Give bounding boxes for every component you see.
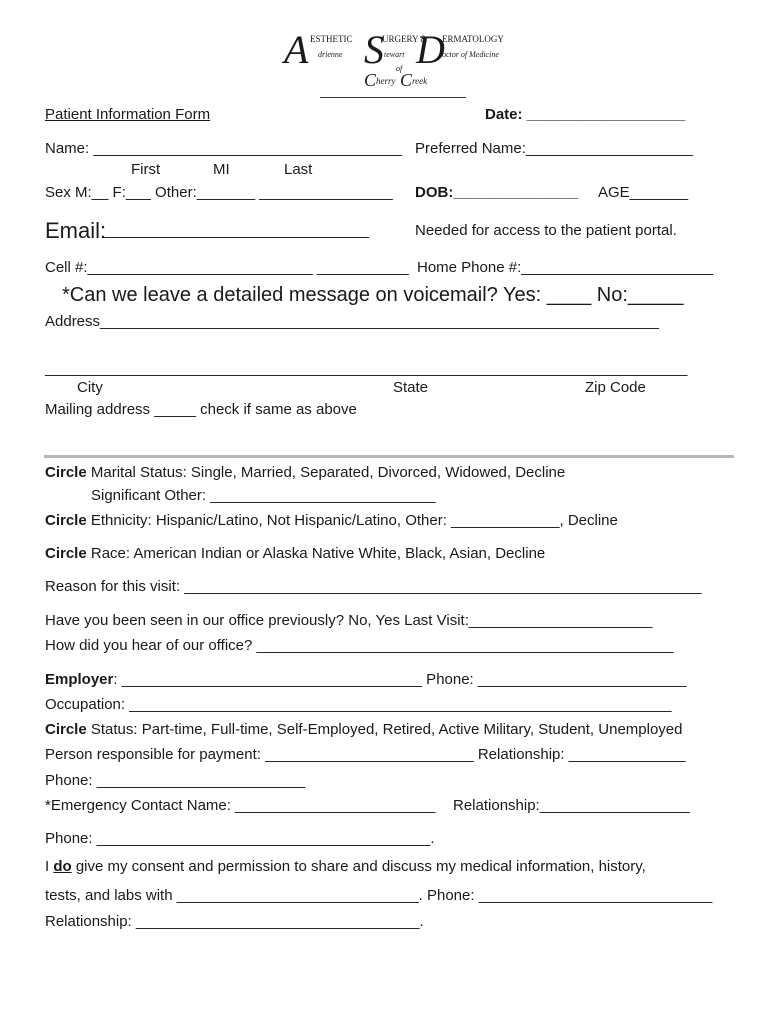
mailing-address-field[interactable]: Mailing address _____ check if same as above bbox=[45, 401, 357, 418]
emergency-relationship-field[interactable]: Relationship:__________________ bbox=[453, 797, 690, 814]
logo-initial-c2: C bbox=[400, 70, 413, 90]
employer-line: : ____________________________________ Phone: _________________________ bbox=[113, 671, 687, 688]
circle-label: Circle bbox=[45, 545, 87, 562]
last-label: Last bbox=[284, 161, 313, 178]
logo-underline bbox=[320, 97, 466, 98]
emergency-phone-field[interactable]: Phone: ________________________________________. bbox=[45, 830, 435, 847]
form-title: Patient Information Form bbox=[45, 106, 211, 123]
logo-initial-d: D bbox=[416, 27, 445, 72]
circle-label: Circle bbox=[45, 721, 87, 738]
seen-before-field[interactable]: Have you been seen in our office previously? No, Yes Last Visit:______________________ bbox=[45, 612, 653, 629]
first-label: First bbox=[131, 161, 161, 178]
logo-initial-c1: C bbox=[364, 70, 377, 90]
employer-label: Employer bbox=[45, 671, 114, 688]
address-field[interactable]: Address___________________________________________________________________ bbox=[45, 313, 659, 330]
logo-line2-b: tewart bbox=[384, 50, 405, 59]
section-divider bbox=[44, 455, 734, 458]
consent-post: give my consent and permission to share and discuss my medical information, history, bbox=[71, 858, 646, 875]
practice-logo bbox=[282, 26, 512, 96]
portal-note: Needed for access to the patient portal. bbox=[415, 222, 677, 239]
logo-of: of bbox=[396, 64, 403, 73]
email-field[interactable]: ________________________________ bbox=[102, 222, 369, 239]
marital-status-row[interactable] bbox=[45, 464, 565, 482]
voicemail-question[interactable]: *Can we leave a detailed message on voicemail? Yes: ____ No:_____ bbox=[62, 284, 684, 306]
state-label: State bbox=[393, 379, 429, 396]
logo-line1-c: ERMATOLOGY bbox=[442, 34, 504, 44]
consent-contact-field[interactable]: tests, and labs with _____________________________. Phone: ____________________________ bbox=[45, 887, 713, 904]
logo-line3-a: herry bbox=[376, 76, 396, 86]
logo-line1-a: ESTHETIC bbox=[310, 34, 353, 44]
preferred-name-field[interactable]: Preferred Name:____________________ bbox=[415, 140, 693, 157]
race-options: Race: American Indian or Alaska Native White, Black, Asian, Decline bbox=[86, 545, 546, 562]
emergency-contact-name-field[interactable]: *Emergency Contact Name: ________________________ bbox=[45, 797, 436, 814]
circle-label: Circle bbox=[45, 512, 87, 529]
logo-line3-b: reek bbox=[412, 76, 428, 86]
ethnicity-row[interactable] bbox=[45, 512, 618, 530]
cell-phone-field[interactable]: Cell #:___________________________ ___________ bbox=[45, 259, 409, 276]
significant-other-field[interactable]: Significant Other: ___________________________ bbox=[91, 487, 436, 504]
employer-field[interactable] bbox=[45, 671, 686, 689]
home-phone-field[interactable]: Home Phone #:_______________________ bbox=[417, 259, 714, 276]
responsible-phone-field[interactable]: Phone: _________________________ bbox=[45, 772, 306, 789]
logo-line2-a: drienne bbox=[318, 50, 343, 59]
logo-initial-s: S bbox=[364, 27, 384, 72]
employment-status-options: Status: Part-time, Full-time, Self-Employed, Retired, Active Military, Student, Unemployed bbox=[86, 721, 683, 738]
email-label: Email: bbox=[45, 218, 107, 243]
consent-do: do bbox=[53, 858, 72, 875]
circle-label: Circle bbox=[45, 464, 87, 481]
date-field[interactable]: Date: ___________________ bbox=[485, 106, 686, 123]
visit-reason-field[interactable]: Reason for this visit: ______________________________________________________________ bbox=[45, 578, 702, 595]
consent-statement bbox=[45, 858, 646, 876]
consent-pre: I bbox=[45, 858, 54, 875]
mi-label: MI bbox=[213, 161, 230, 178]
zip-label: Zip Code bbox=[585, 379, 646, 396]
address-line-2[interactable]: _____________________________________________________________________________ bbox=[45, 360, 688, 377]
sex-field[interactable]: Sex M:__ F:___ Other:_______ ________________ bbox=[45, 184, 393, 201]
name-field[interactable]: Name: _____________________________________ bbox=[45, 140, 403, 157]
logo-line1-b: URGERY & bbox=[382, 34, 428, 44]
occupation-field[interactable]: Occupation: _________________________________________________________________ bbox=[45, 696, 672, 713]
logo-initial-a: A bbox=[284, 27, 309, 72]
responsible-party-field[interactable]: Person responsible for payment: _________________________ Relationship: ______________ bbox=[45, 746, 686, 763]
race-row[interactable] bbox=[45, 545, 545, 563]
employment-status-row[interactable] bbox=[45, 721, 682, 739]
marital-status-options: Marital Status: Single, Married, Separated, Divorced, Widowed, Decline bbox=[86, 464, 566, 481]
city-label: City bbox=[77, 379, 103, 396]
age-field[interactable]: AGE_______ bbox=[598, 184, 689, 201]
consent-relationship-field[interactable]: Relationship: __________________________________. bbox=[45, 913, 424, 930]
ethnicity-options: Ethnicity: Hispanic/Latino, Not Hispanic/Latino, Other: _____________, Decline bbox=[86, 512, 618, 529]
dob-field[interactable]: DOB:_______________ bbox=[415, 184, 579, 201]
logo-line2-c: octor of Medicine bbox=[442, 50, 499, 59]
referral-source-field[interactable]: How did you hear of our office? __________________________________________________ bbox=[45, 637, 674, 654]
